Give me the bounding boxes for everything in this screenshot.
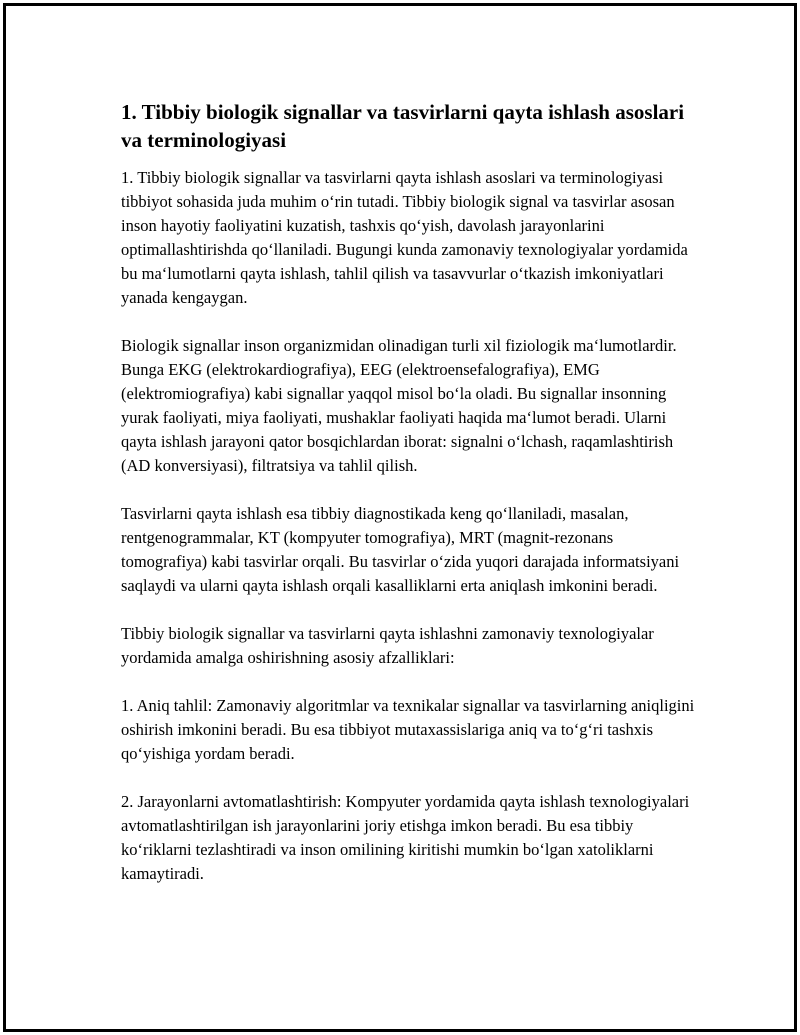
document-content	[121, 98, 696, 910]
paragraph-image-processing: Tasvirlarni qayta ishlash esa tibbiy diagnostikada keng qo‘llaniladi, masalan, rentgenogrammalar, KT (kompyuter tomografiya), MRT (magnit-rezonans tomografiya) kabi tasvirlar orqali. Bu tasvirlar o‘zida yuqori darajada informatsiyani saqlaydi va ularni qayta ishlash orqali kasalliklarni erta aniqlash imkonini beradi.	[121, 504, 680, 595]
paragraph-biosignals: Biologik signallar inson organizmidan olinadigan turli xil fiziologik ma‘lumotlardir. Bunga EKG (elektrokardiografiya), EEG (elektroensefalografiya), EMG (elektromiografiya) kabi signallar yaqqol misol bo‘la oladi. Bu signallar insonning yurak faoliyati, miya faoliyati, mushaklar faoliyati haqida ma‘lumot beradi. Ularni qayta ishlash jarayoni qator bosqichlardan iborat: signalni o‘lchash, raqamlashtirish (AD konversiyasi), filtratsiya va tahlil qilish.	[121, 336, 677, 475]
paragraph-intro: 1. Tibbiy biologik signallar va tasvirlarni qayta ishlash asoslari va terminologiyasi tibbiyot sohasida juda muhim o‘rin tutadi. Tibbiy biologik signal va tasvirlar asosan inson hayotiy faoliyatini kuzatish, tashxis qo‘yish, davolash jarayonlarini optimallashtirishda qo‘llaniladi. Bugungi kunda zamonaviy texnologiyalar yordamida bu ma‘lumotlarni qayta ishlash, tahlil qilish va tasavvurlar o‘tkazish imkoniyatlari yanada kengaygan.	[121, 168, 688, 307]
document-page	[3, 3, 797, 1032]
paragraph-advantages-intro: Tibbiy biologik signallar va tasvirlarni qayta ishlashni zamonaviy texnologiyalar yordamida amalga oshirishning asosiy afzalliklari:	[121, 624, 654, 667]
paragraph-advantage-1: 1. Aniq tahlil: Zamonaviy algoritmlar va texnikalar signallar va tasvirlarning aniqligini oshirish imkonini beradi. Bu esa tibbiyot mutaxassislariga aniq va to‘g‘ri tashxis qo‘yishiga yordam beradi.	[121, 696, 695, 763]
paragraph-advantage-2: 2. Jarayonlarni avtomatlashtirish: Kompyuter yordamida qayta ishlash texnologiyalari avtomatlashtirilgan ish jarayonlarini joriy etishga imkon beradi. Bu esa tibbiy ko‘riklarni tezlashtiradi va inson omilining kiritishi mumkin bo‘lgan xatoliklarni kamaytiradi.	[121, 792, 690, 883]
document-title: 1. Tibbiy biologik signallar va tasvirlarni qayta ishlash asoslari va terminologiyasi	[121, 100, 685, 152]
